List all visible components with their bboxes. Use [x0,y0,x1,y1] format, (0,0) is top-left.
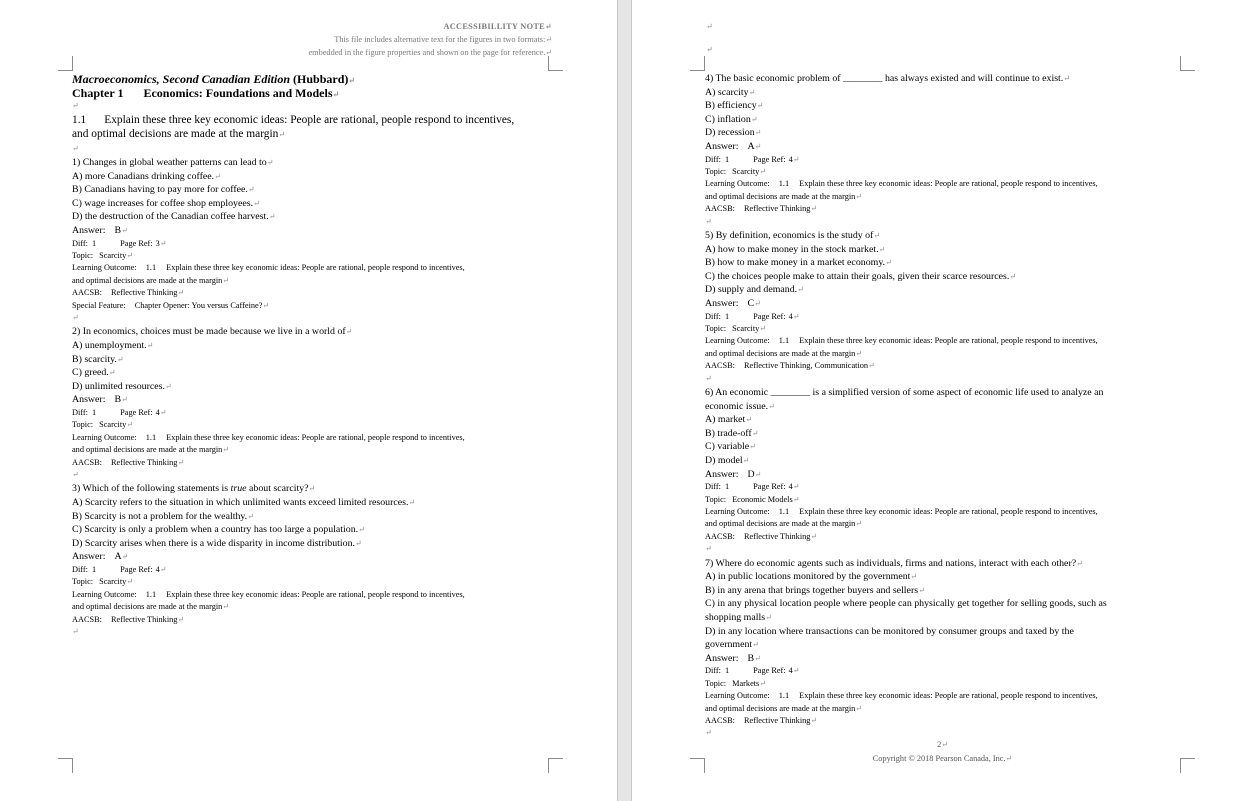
learning-outcome-cont: and optimal decisions are made at the margin↵ [705,191,862,201]
topic: Topic: Markets↵ [705,678,766,688]
learning-outcome-cont: and optimal decisions are made at the margin↵ [705,519,862,529]
aacsb: AACSB: Reflective Thinking, Communication↵ [705,361,875,371]
learning-outcome-cont: and optimal decisions are made at the margin↵ [72,602,229,612]
difficulty-page-ref: Diff: 1 Page Ref: 4↵ [705,482,800,492]
topic: Topic: Scarcity↵ [705,167,766,176]
document-page-left: ACCESSIBILLITY NOTE↵ This file includes alternative text for the figures in two formats:↵ embedded in the figure properties and shown on the page for reference.↵ Macroeconomics, Second Canadian Edition (Hubbard)↵ Chapter 1 Economics: Foundations and Models↵ ↵ 1.1 Explain these three key economic ideas: People are rational, people respond to incentives, and optimal decisions are made at the margin↵ ↵ 1) Changes in global weather patterns can lead to↵ A) more Canadians drinking coffee.↵ B) Canadians having to pay more for coffee.↵ C) wage increases for coffee shop employees.↵ D) the destruction of the Canadian coffee harvest.↵ Answer: B↵ Diff: 1 Page Ref: 3↵ Topic: Scarcity↵ Learning Outcome: 1.1 Explain these three key economic ideas: People are rational, people respond to incentives, and optimal decisions are made at the margin↵ AACSB: Reflective Thinking↵ Special Feature: Chapter Opener: You versus Caffeine?↵ ↵ 2) In economics, choices must be made because we live in a world of↵ A) unemployment.↵ B) scarcity.↵ C) greed.↵ D) unlimited resources.↵ Answer: B↵ Diff: 1 Page Ref: 4↵ Topic: Scarcity↵ Learning Outcome: 1.1 Explain these three key economic ideas: People are rational, people respond to incentives, and optimal decisions are made at the margin↵ AACSB: Reflective Thinking↵ ↵ 3) Which of the following statements is true about scarcity?↵ A) Scarcity refers to the situation in which unlimited wants exceed limited resources.↵ B) Scarcity is not a problem for the wealthy.↵ C) Scarcity is only a problem when a country has too large a population.↵ D) Scarcity arises when there is a wide disparity in income distribution.↵ Answer: A↵ Diff: 1 Page Ref: 4↵ Topic: Scarcity↵ Learning Outcome: 1.1 Explain these three key economic ideas: People are rational, people respond to incentives, and optimal decisions are made at the margin↵ AACSB: Reflective Thinking↵ ↵ [0,0,617,801]
answer-option: B) in any arena that brings together buyers and sellers↵ [705,584,925,596]
topic: Topic: Scarcity↵ [705,324,766,333]
answer-option: A) more Canadians drinking coffee.↵ [72,170,221,182]
blank-paragraph: ↵ [705,544,712,554]
answer-option: C) inflation↵ [705,113,758,125]
answer-option: A) scarcity↵ [705,86,756,98]
question-stem-cont: economic issue.↵ [705,400,775,412]
special-feature: Special Feature: Chapter Opener: You versus Caffeine?↵ [72,300,270,310]
accessibility-note-line: embedded in the figure properties and shown on the page for reference. [308,48,546,57]
topic: Topic: Scarcity↵ [72,577,133,587]
document-page-right: ↵ ↵ 4) The basic economic problem of ________ has always existed and will continue to exist.↵ A) scarcity↵ B) efficiency↵ C) inflation↵ D) recession↵ Answer: A↵ Diff: 1 Page Ref: 4↵ Topic: Scarcity↵ Learning Outcome: 1.1 Explain these three key economic ideas: People are rational, people respond to incentives, and optimal decisions are made at the margin↵ AACSB: Reflective Thinking↵ ↵ 5) By definition, economics is the study of↵ A) how to make money in the stock market.↵ B) how to make money in a market economy.↵ C) the choices people make to attain their goals, given their scarce resources.↵ D) supply and demand.↵ Answer: C↵ Diff: 1 Page Ref: 4↵ Topic: Scarcity↵ Learning Outcome: 1.1 Explain these three key economic ideas: People are rational, people respond to incentives, and optimal decisions are made at the margin↵ AACSB: Reflective Thinking, Communication↵ ↵ 6) An economic ________ is a simplified version of some aspect of economic life used to analyze an economic issue.↵ A) market↵ B) trade-off↵ C) variable↵ D) model↵ Answer: D↵ Diff: 1 Page Ref: 4↵ Topic: Economic Models↵ Learning Outcome: 1.1 Explain these three key economic ideas: People are rational, people respond to incentives, and optimal decisions are made at the margin↵ AACSB: Reflective Thinking↵ ↵ 7) Where do economic agents such as individuals, firms and nations, interact with each other?↵ A) in public locations monitored by the government↵ B) in any arena that brings together buyers and sellers↵ C) in any physical location people where people can physically get together for selling goods, such as shopping malls↵ D) in any location where transactions can be monitored by consumer groups and taxed by the government↵ Answer: B↵ Diff: 1 Page Ref: 4↵ Topic: Markets↵ Learning Outcome: 1.1 Explain these three key economic ideas: People are rational, people respond to incentives, and optimal decisions are made at the margin↵ AACSB: Reflective Thinking↵ ↵ 2↵ Copyright © 2018 Pearson Canada, Inc.↵ [632,0,1253,801]
answer-option: A) in public locations monitored by the government↵ [705,571,918,583]
answer-key: Answer: A↵ [705,141,762,152]
top-left-corner-mark [690,56,705,71]
question-stem: 2) In economics, choices must be made because we live in a world of↵ [72,326,353,338]
aacsb: AACSB: Reflective Thinking↵ [705,531,818,541]
question-stem: 4) The basic economic problem of ________ has always existed and will continue to exist.↵ [705,73,1070,84]
answer-option: A) market↵ [705,414,753,426]
chapter-heading: Chapter 1 Economics: Foundations and Models↵ [72,86,340,100]
chapter-label: Chapter 1 [72,86,124,100]
learning-outcome: Learning Outcome: 1.1 Explain these three key economic ideas: People are rational, people respond to incentives, [705,691,1098,701]
answer-option: A) how to make money in the stock market.↵ [705,243,886,255]
learning-outcome-cont: and optimal decisions are made at the margin↵ [705,703,862,713]
aacsb: AACSB: Reflective Thinking↵ [72,457,185,467]
topic: Topic: Economic Models↵ [705,494,800,504]
blank-paragraph: ↵ [72,470,79,479]
copyright-footer: Copyright © 2018 Pearson Canada, Inc.↵ [872,754,1013,763]
answer-key: Answer: C↵ [705,298,761,309]
aacsb: AACSB: Reflective Thinking↵ [705,716,818,725]
answer-option: C) the choices people make to attain their goals, given their scarce resources.↵ [705,270,1017,282]
question-stem: 7) Where do economic agents such as individuals, firms and nations, interact with each other?↵ [705,557,1083,569]
accessibility-note-line: This file includes alternative text for the figures in two formats: [334,35,546,44]
aacsb: AACSB: Reflective Thinking↵ [705,204,818,214]
answer-option: B) efficiency↵ [705,100,764,112]
learning-outcome: Learning Outcome: 1.1 Explain these three key economic ideas: People are rational, people respond to incentives, [72,263,465,273]
blank-paragraph: ↵ [705,728,712,738]
page-number: 2↵ [937,740,948,749]
learning-objective-heading: 1.1 Explain these three key economic ideas: People are rational, people respond to incentives, [72,114,515,126]
answer-option: B) scarcity.↵ [72,353,124,365]
learning-outcome-cont: and optimal decisions are made at the margin↵ [72,275,229,285]
accessibility-note-title: ACCESSIBILLITY NOTE [443,22,545,31]
answer-key: Answer: D↵ [705,468,762,480]
answer-option: D) in any location where transactions can be monitored by consumer groups and taxed by the [705,625,1074,637]
top-right-corner-mark [1180,56,1195,71]
difficulty-page-ref: Diff: 1 Page Ref: 4↵ [72,565,167,574]
answer-option: C) greed.↵ [72,367,116,379]
answer-option: D) the destruction of the Canadian coffee harvest.↵ [72,211,276,223]
answer-option: B) trade-off↵ [705,427,759,439]
answer-option: D) unlimited resources.↵ [72,380,172,392]
difficulty-page-ref: Diff: 1 Page Ref: 3↵ [72,238,167,248]
answer-key: Answer: B↵ [72,394,128,406]
blank-paragraph: ↵ [705,216,712,226]
aacsb: AACSB: Reflective Thinking↵ [72,288,185,298]
bottom-right-corner-mark [548,758,563,773]
accessibility-note: ACCESSIBILLITY NOTE↵ This file includes alternative text for the figures in two formats:↵ embedded in the figure properties and shown on the page for reference.↵ [308,22,552,57]
answer-option: A) Scarcity refers to the situation in which unlimited wants exceed limited resources.↵ [72,497,416,508]
answer-option: shopping malls↵ [705,612,772,623]
answer-option: C) wage increases for coffee shop employees.↵ [72,197,260,209]
top-left-corner-mark [58,56,73,71]
page-divider [617,0,632,801]
difficulty-page-ref: Diff: 1 Page Ref: 4↵ [705,666,800,676]
learning-outcome-cont: and optimal decisions are made at the margin↵ [705,348,862,358]
difficulty-page-ref: Diff: 1 Page Ref: 4↵ [72,408,167,417]
learning-outcome: Learning Outcome: 1.1 Explain these three key economic ideas: People are rational, people respond to incentives, [705,179,1098,189]
answer-option: D) model↵ [705,455,750,466]
learning-outcome-cont: and optimal decisions are made at the margin↵ [72,445,229,455]
answer-option: D) supply and demand.↵ [705,284,804,296]
blank-paragraph: ↵ [72,313,79,322]
answer-key: Answer: B↵ [72,225,128,236]
answer-option: D) recession↵ [705,127,762,139]
answer-option: C) Scarcity is only a problem when a country has too large a population.↵ [72,524,365,536]
difficulty-page-ref: Diff: 1 Page Ref: 4↵ [705,311,800,321]
learning-outcome: Learning Outcome: 1.1 Explain these three key economic ideas: People are rational, people respond to incentives, [705,336,1098,346]
answer-option: C) variable↵ [705,441,756,453]
learning-outcome: Learning Outcome: 1.1 Explain these three key economic ideas: People are rational, people respond to incentives, [705,507,1098,516]
learning-outcome: Learning Outcome: 1.1 Explain these three key economic ideas: People are rational, people respond to incentives, [72,589,465,599]
chapter-title: Economics: Foundations and Models [143,86,333,100]
learning-objective-heading-cont: and optimal decisions are made at the margin↵ [72,128,286,140]
difficulty-page-ref: Diff: 1 Page Ref: 4↵ [705,154,800,164]
topic: Topic: Scarcity↵ [72,420,133,430]
answer-option: C) in any physical location people where people can physically get together for selling goods, such as [705,598,1107,610]
answer-option: B) Scarcity is not a problem for the wealthy.↵ [72,510,254,522]
blank-paragraph: ↵ [705,373,712,383]
topic: Topic: Scarcity↵ [72,251,133,260]
question-stem: 5) By definition, economics is the study of↵ [705,230,881,241]
blank-paragraph: ↵ [72,627,79,636]
answer-option: B) Canadians having to pay more for coffee.↵ [72,184,255,196]
learning-outcome: Learning Outcome: 1.1 Explain these three key economic ideas: People are rational, people respond to incentives, [72,432,465,442]
answer-option: government↵ [705,639,759,651]
question-stem: 1) Changes in global weather patterns can lead to↵ [72,157,274,168]
answer-option: B) how to make money in a market economy.↵ [705,257,892,269]
answer-key: Answer: A↵ [72,551,129,563]
book-title: Macroeconomics, Second Canadian Edition (Hubbard)↵ [72,72,356,86]
question-stem: 6) An economic ________ is a simplified version of some aspect of economic life used to analyze an [705,387,1104,398]
answer-key: Answer: B↵ [705,652,761,664]
aacsb: AACSB: Reflective Thinking↵ [72,614,185,624]
answer-option: A) unemployment.↵ [72,340,154,351]
bottom-left-corner-mark [58,758,73,773]
answer-option: D) Scarcity arises when there is a wide disparity in income distribution.↵ [72,537,362,549]
question-stem: 3) Which of the following statements is true about scarcity?↵ [72,483,316,495]
